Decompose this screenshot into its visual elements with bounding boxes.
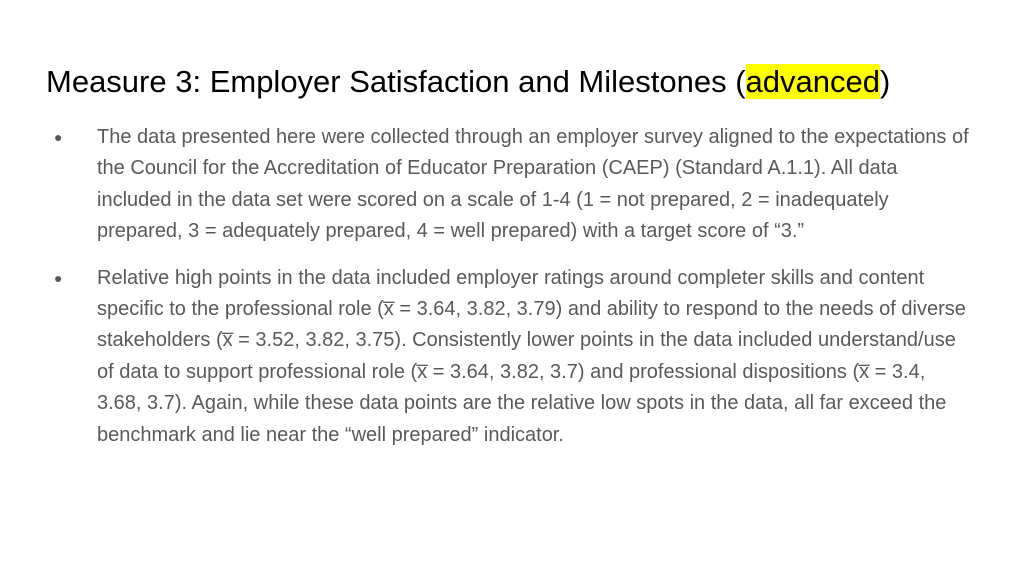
bullet-text: Relative high points in the data included employer ratings around completer skills and content specific to the professional role (x̅ = 3.64, 3.82, 3.79) and ability to respond to the needs of diverse stakeholders (x̅ = 3.52, 3.82, 3.75). Consistently lower points in the data included understand/use of data to support professional role (x̅ = 3.64, 3.82, 3.7) and professional dispositions (x̅ = 3.4, 3.68, 3.7). Again, while these data points are the relative low spots in the data, all far exceed the benchmark and lie near the “well prepared” indicator. [97,266,966,446]
slide-title-highlight: advanced [745,64,880,99]
slide-title-prefix: Measure 3: Employer Satisfaction and Milestones ( [46,64,746,99]
bullet-dot-icon: ● [54,269,63,286]
slide-title-suffix: ) [880,64,891,99]
bullet-text: The data presented here were collected through an employer survey aligned to the expectations of the Council for the Accreditation of Educator Preparation (CAEP) (Standard A.1.1). All data included in the data set were scored on a scale of 1-4 (1 = not prepared, 2 = inadequately prepared, 3 = adequately prepared, 4 = well prepared) with a target score of “3.” [97,126,969,243]
bullet-list [54,122,974,466]
slide-title [46,60,1006,104]
bullet-item [54,122,974,248]
bullet-dot-icon: ● [54,129,63,145]
bullet-item [54,263,974,451]
